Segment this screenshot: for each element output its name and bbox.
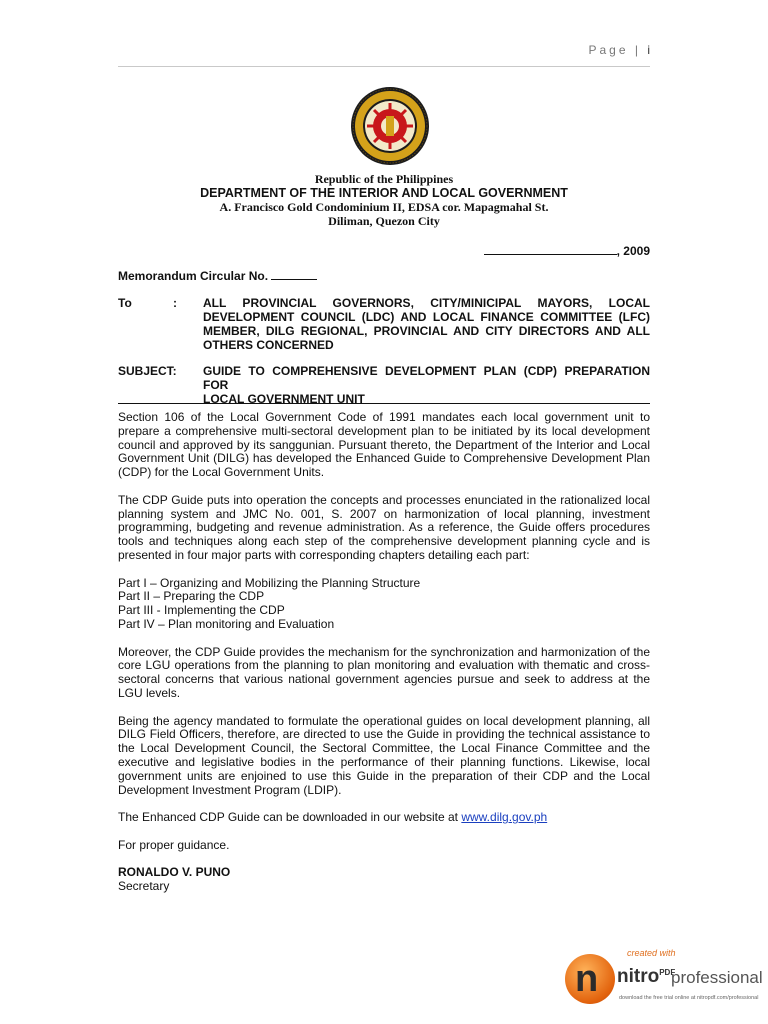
list-item: Part IV – Plan monitoring and Evaluation <box>118 616 335 631</box>
addressee-line: ALL PROVINCIAL GOVERNORS, CITY/MINICIPAL MAYORS, LOCAL <box>203 296 650 310</box>
nitro-edition: professional <box>671 968 763 987</box>
parts-list <box>118 577 650 632</box>
paragraph-cdp-guide: The CDP Guide puts into operation the concepts and processes enunciated in the rationalized local planning system and JMC No. 001, S. 2007 on harmonization of local planning, investment programming, budgeting and revenue administration. As a reference, the Guide offers procedures tools and techniques along each step of the comprehensive development planning cycle and is presented in four major parts with corresponding chapters detailing each part: <box>118 492 650 562</box>
addressee-list <box>203 296 650 352</box>
address-line: A. Francisco Gold Condominium II, EDSA cor. Mapagmahal St. <box>219 200 549 214</box>
subject-line: GUIDE TO COMPREHENSIVE DEVELOPMENT PLAN (CDP) PREPARATION FOR <box>203 364 650 392</box>
subject-divider <box>118 403 650 404</box>
date-line <box>484 243 650 258</box>
nitro-tagline: download the free trial online at nitropdf.com/professional <box>619 995 759 1001</box>
header-divider <box>118 66 650 67</box>
subject-line: LOCAL GOVERNMENT UNIT <box>203 392 365 406</box>
memorandum-circular-line <box>118 268 317 283</box>
paragraph-legal-basis: Section 106 of the Local Government Code of 1991 mandates each local government unit to prepare a comprehensive multi-sectoral development plan to be initiated by its local development council and approved by its sanggunian. Pursuant thereto, the Department of the Interior and Local Government Unit (DILG) has developed the Enhanced Guide to Comprehensive Development Plan (CDP) for the Local Government Units. <box>118 410 650 480</box>
dilg-seal-icon <box>350 86 430 166</box>
subject-text <box>203 364 650 406</box>
city-line: Diliman, Quezon City <box>328 214 440 228</box>
letterhead <box>118 172 650 228</box>
addressee-line: DEVELOPMENT COUNCIL (LDC) AND LOCAL FINANCE COMMITTEE (LFC) <box>203 310 650 324</box>
to-label: To <box>118 296 132 310</box>
dilg-website-link[interactable]: www.dilg.gov.ph <box>461 810 548 825</box>
list-item: Part III - Implementing the CDP <box>118 603 285 618</box>
paragraph-synchronization: Moreover, the CDP Guide provides the mechanism for the synchronization and harmonization of the core LGU operations from the planning to plan monitoring and evaluation with thematic and cross-sectoral concerns that various national government agencies pursue and seek to address at the LGU levels. <box>118 644 650 700</box>
nitro-watermark <box>565 948 761 1012</box>
nitro-logo-letter: n <box>575 958 599 1000</box>
signatory-title: Secretary <box>118 879 170 894</box>
date-blank <box>484 243 617 255</box>
addressee-line: OTHERS CONCERNED <box>203 338 334 352</box>
memo-number-blank <box>271 268 317 280</box>
paragraph-download <box>118 811 650 825</box>
nitro-brand-name: nitro <box>617 966 660 987</box>
to-colon: : <box>173 296 177 310</box>
addressee-line: MEMBER, DILG REGIONAL, PROVINCIAL AND CITY DIRECTORS AND ALL <box>203 324 650 338</box>
download-text: The Enhanced CDP Guide can be downloaded in our website at <box>118 810 462 825</box>
nitro-brand <box>617 966 675 988</box>
date-year: , 2009 <box>616 244 650 258</box>
list-item: Part I – Organizing and Mobilizing the Planning Structure <box>118 575 421 590</box>
memo-label: Memorandum Circular No. <box>118 269 269 283</box>
addressee-block <box>118 296 650 352</box>
subject-block <box>118 364 650 406</box>
page-label: Page | <box>588 43 641 57</box>
paragraph-directive: Being the agency mandated to formulate the operational guides on local development planning, all DILG Field Officers, therefore, are directed to use the Guide in providing the technical assistance to the Local Development Council, the Sectoral Committee, the Local Finance Committee and the executive and legislative bodies in the performance of their planning functions. Likewise, local government units are enjoined to use this Guide in the preparation of their CDP and the Local Development Investment Program (LDIP). <box>118 713 650 797</box>
signatory-name: RONALDO V. PUNO <box>118 865 231 880</box>
nitro-created-with: created with <box>627 948 676 958</box>
page-number: i <box>647 43 650 57</box>
list-item: Part II – Preparing the CDP <box>118 589 265 604</box>
republic-line: Republic of the Philippines <box>314 172 454 186</box>
department-name: DEPARTMENT OF THE INTERIOR AND LOCAL GOVERNMENT <box>200 186 568 200</box>
page-header <box>589 43 651 57</box>
nitro-brand-sup: PDF <box>659 968 676 977</box>
closing-line: For proper guidance. <box>118 837 230 852</box>
memo-body <box>118 411 650 894</box>
subject-label: SUBJECT: <box>118 364 177 378</box>
